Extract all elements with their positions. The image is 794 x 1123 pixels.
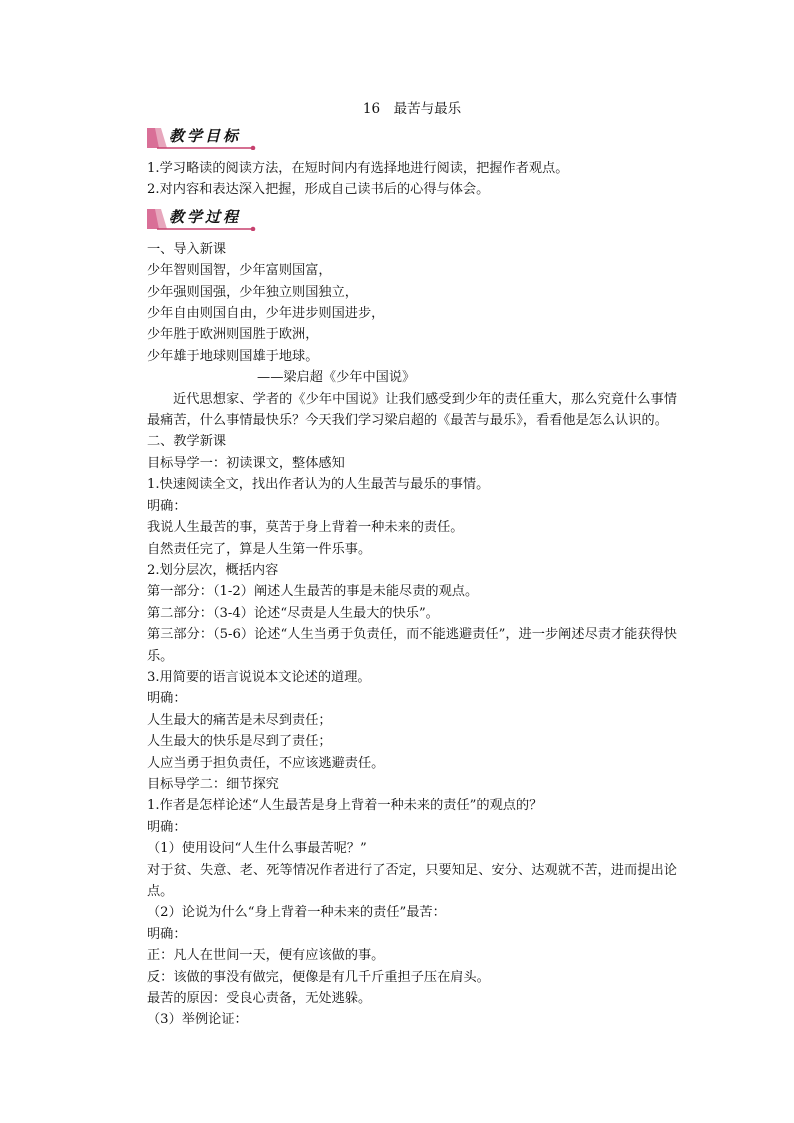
text-line: 3.用简要的语言说说本文论述的道理。 — [147, 669, 371, 685]
text-line: 明确： — [147, 819, 187, 835]
text-line: （3）举例论证： — [147, 1012, 248, 1028]
text-line: 正：凡人在世间一天，便有应该做的事。 — [147, 948, 385, 964]
goal-1: 1.学习略读的阅读方法，在短时间内有选择地进行阅读，把握作者观点。 — [147, 161, 569, 176]
text-line: （1）使用设问“人生什么事最苦呢？” — [147, 841, 367, 857]
text-line: 目标导学二：细节探究 — [147, 776, 279, 792]
section-title-goals: 教学目标 — [169, 127, 242, 145]
section-header-process — [147, 205, 677, 233]
text-line: 少年自由则国自由，少年进步则国进步， — [147, 306, 385, 322]
text-line: 少年智则国智，少年富则国富， — [147, 263, 332, 279]
section-title-process: 教学过程 — [169, 207, 242, 226]
text-line: 明确： — [147, 926, 187, 942]
text-line: 人应当勇于担负责任，不应该逃避责任。 — [147, 755, 385, 771]
document-body — [147, 98, 677, 1031]
text-line: 最苦的原因：受良心责备，无处逃躲。 — [147, 991, 372, 1007]
text-line: 第一部分：（1-2）阐述人生最苦的事是未能尽责的观点。 — [147, 584, 479, 600]
text-line: （2）论说为什么“身上背着一种未来的责任”最苦： — [147, 905, 446, 921]
text-line: 人生最大的快乐是尽到了责任； — [147, 734, 332, 750]
deny-paragraph: 对于贫、失意、老、死等情况作者进行了否定，只要知足、安分、达观就不苦，进而提出论点。 — [147, 862, 677, 899]
text-line: 二、教学新课 — [147, 434, 227, 450]
text-line: 明确： — [147, 498, 187, 514]
text-line: 2.划分层次，概括内容 — [147, 562, 279, 578]
text-line: 明确： — [147, 691, 187, 707]
text-line: 1.快速阅读全文，找出作者认为的人生最苦与最乐的事情。 — [147, 477, 490, 493]
text-line: 人生最大的痛苦是未尽到责任； — [147, 712, 332, 728]
part3-paragraph: 第三部分：（5-6）论述“人生当勇于负责任，而不能逃避责任”，进一步阐述尽责才能获得快乐。 — [147, 627, 677, 664]
text-line: 少年强则国强，少年独立则国独立， — [147, 284, 358, 300]
text-line: 一、导入新课 — [147, 241, 227, 257]
text-line: 少年胜于欧洲则国胜于欧洲， — [147, 327, 319, 343]
attribution: ——梁启超《少年中国说》 — [257, 370, 416, 386]
text-line: 反：该做的事没有做完，便像是有几千斤重担子压在肩头。 — [147, 969, 490, 985]
text-line: 少年雄于地球则国雄于地球。 — [147, 348, 319, 364]
text-line: 第二部分：（3-4）论述“尽责是人生最大的快乐”。 — [147, 605, 439, 621]
goal-2: 2.对内容和表达深入把握，形成自己读书后的心得与体会。 — [147, 182, 490, 198]
text-line: 我说人生最苦的事，莫苦于身上背着一种未来的责任。 — [147, 520, 464, 536]
text-line: 目标导学一：初读课文，整体感知 — [147, 455, 345, 471]
text-line: 1.作者是怎样论述“人生最苦是身上背着一种未来的责任”的观点的？ — [147, 798, 543, 814]
lesson-title: 16 最苦与最乐 — [362, 101, 462, 117]
intro-paragraph: 近代思想家、学者的《少年中国说》让我们感受到少年的责任重大，那么究竟什么事情最痛苦，什么事情最快乐？今天我们学习梁启超的《最苦与最乐》，看看他是怎么认识的。 — [147, 391, 677, 429]
section-header-goals — [147, 124, 677, 152]
text-line: 自然责任完了，算是人生第一件乐事。 — [147, 541, 372, 557]
